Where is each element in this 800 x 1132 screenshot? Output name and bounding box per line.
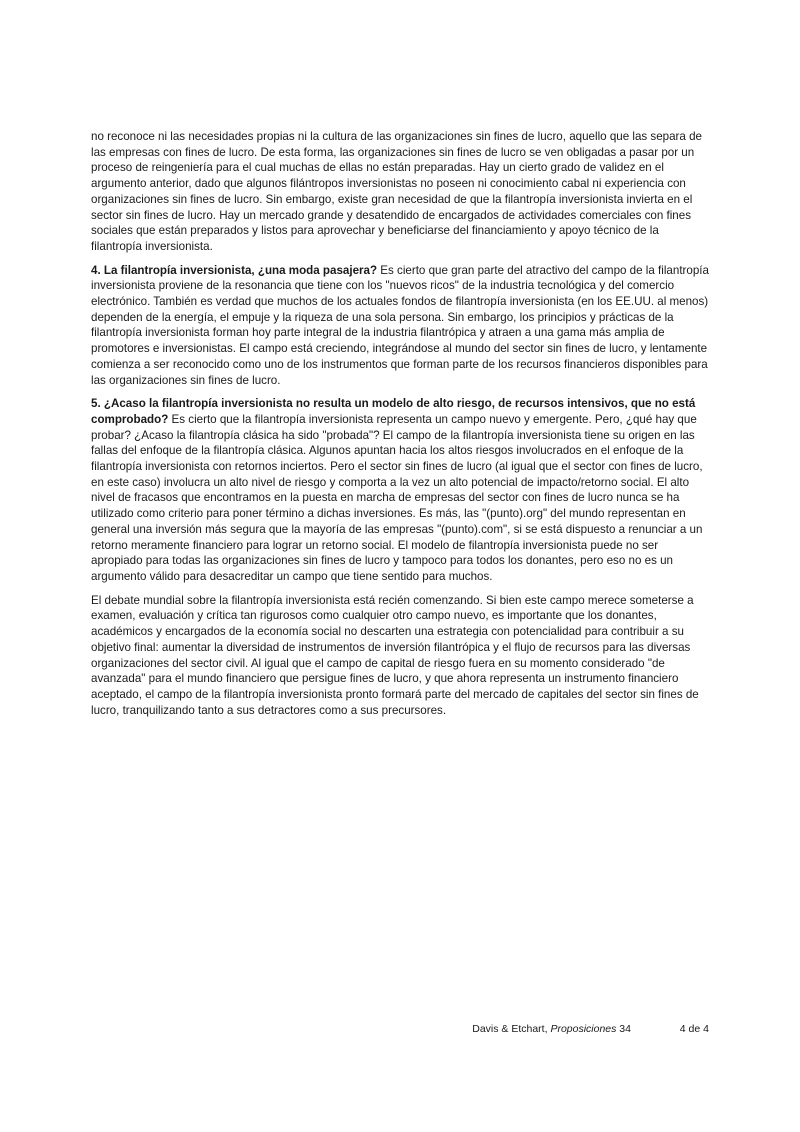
paragraph-section-4 [91,263,709,389]
paragraph-conclusion [91,593,709,719]
footer-journal: Proposiciones [550,1023,617,1035]
page-number: 4 de 4 [679,1023,709,1035]
paragraph-text: Es cierto que gran parte del atractivo del campo de la filantropía inversionista proviene de la resonancia que tiene con los "nuevos ricos" de la industria tecnológica y del comercio electrónico. También es verdad que muchos de los actuales fondos de filantropía inversionista (en los EE.UU. al menos) dependen de la energía, el empuje y la riqueza de una sola persona. Sin embargo, los principios y prácticas de la filantropía inversionista forman hoy parte integral de la industria filantrópica y atraen a una gama más amplia de promotores e inversionistas. El campo está creciendo, integrándose al mundo del sector sin fines de lucro, y lentamente comienza a ser reconocido como uno de los instrumentos que forman parte de los recursos financieros disponibles para las organizaciones sin fines de lucro. [91,263,709,387]
paragraph-text: El debate mundial sobre la filantropía inversionista está recién comenzando. Si bien este campo merece someterse a examen, evaluación y crítica tan rigurosos como cualquier otro campo nuevo, es importante que los donantes, académicos y encargados de la economía social no descarten una estrategia con potencialidad para contribuir a su objetivo final: aumentar la diversidad de instrumentos de inversión filantrópica y el flujo de recursos para las diversas organizaciones del sector civil. Al igual que el campo de capital de riesgo fuera en su momento considerado "de avanzada" para el mundo financiero que persigue fines de lucro, y que ahora representa un instrumento financiero aceptado, el campo de la filantropía inversionista pronto formará parte del mercado de capitales del sector sin fines de lucro, tranquilizando tanto a sus detractores como a sus precursores. [91,593,699,717]
paragraph-intro-continuation [91,129,709,255]
paragraph-text: no reconoce ni las necesidades propias ni la cultura de las organizaciones sin fines de lucro, aquello que las separa de las empresas con fines de lucro. De esta forma, las organizaciones sin fines de lucro se ven obligadas a pasar por un proceso de reingeniería para el cual muchas de ellas no están preparadas. Hay un cierto grado de validez en el argumento anterior, dado que algunos filántropos inversionistas no poseen ni conocimiento cabal ni experiencia con organizaciones sin fines de lucro. Sin embargo, existe gran necesidad de que la filantropía inversionista invierta en el sector sin fines de lucro. Hay un mercado grande y desatendido de encargados de actividades comerciales con fines sociales que están preparados y listos para aprovechar y beneficiarse del financiamiento y apoyo técnico de la filantropía inversionista. [91,130,702,253]
paragraph-text: Es cierto que la filantropía inversionista representa un campo nuevo y emergente. Pero, ¿qué hay que probar? ¿Acaso la filantropía clásica ha sido "probada"? El campo de la filantropía inversionista tiene su origen en las fallas del enfoque de la filantropía clásica. Algunos apuntan hacia los altos riesgos involucrados en el enfoque de la filantropía inversionista con retornos inciertos. Pero el sector sin fines de lucro (al igual que el sector con fines de lucro, en este caso) involucra un alto nivel de riesgo y comporta a la vez un alto potencial de impacto/retorno social. El alto nivel de fracasos que encontramos en la puesta en marcha de empresas del sector con fines de lucro nunca se ha utilizado como criterio para poner término a dichas inversiones. Es más, las "(punto).org" del mundo representan en general una inversión más segura que la mayoría de las empresas "(punto).com", si se está dispuesto a renunciar a un retorno meramente financiero para lograr un retorno social. El modelo de filantropía inversionista puede no ser apropiado para todas las organizaciones sin fines de lucro y tampoco para todos los donantes, pero eso no es un argumento válido para desacreditar un campo que tiene sentido para muchos. [91,412,703,583]
section-heading: 5. ¿Acaso la filantropía inversionista no resulta un modelo de alto riesgo, de recursos intensivos, que no está comprobado? [91,397,696,426]
section-heading: 4. La filantropía inversionista, ¿una moda pasajera? [91,263,378,277]
footer-citation [472,1023,631,1036]
footer-issue: 34 [616,1023,631,1035]
footer-authors: Davis & Etchart, [472,1023,551,1035]
document-body [91,129,709,726]
paragraph-section-5 [91,396,709,584]
